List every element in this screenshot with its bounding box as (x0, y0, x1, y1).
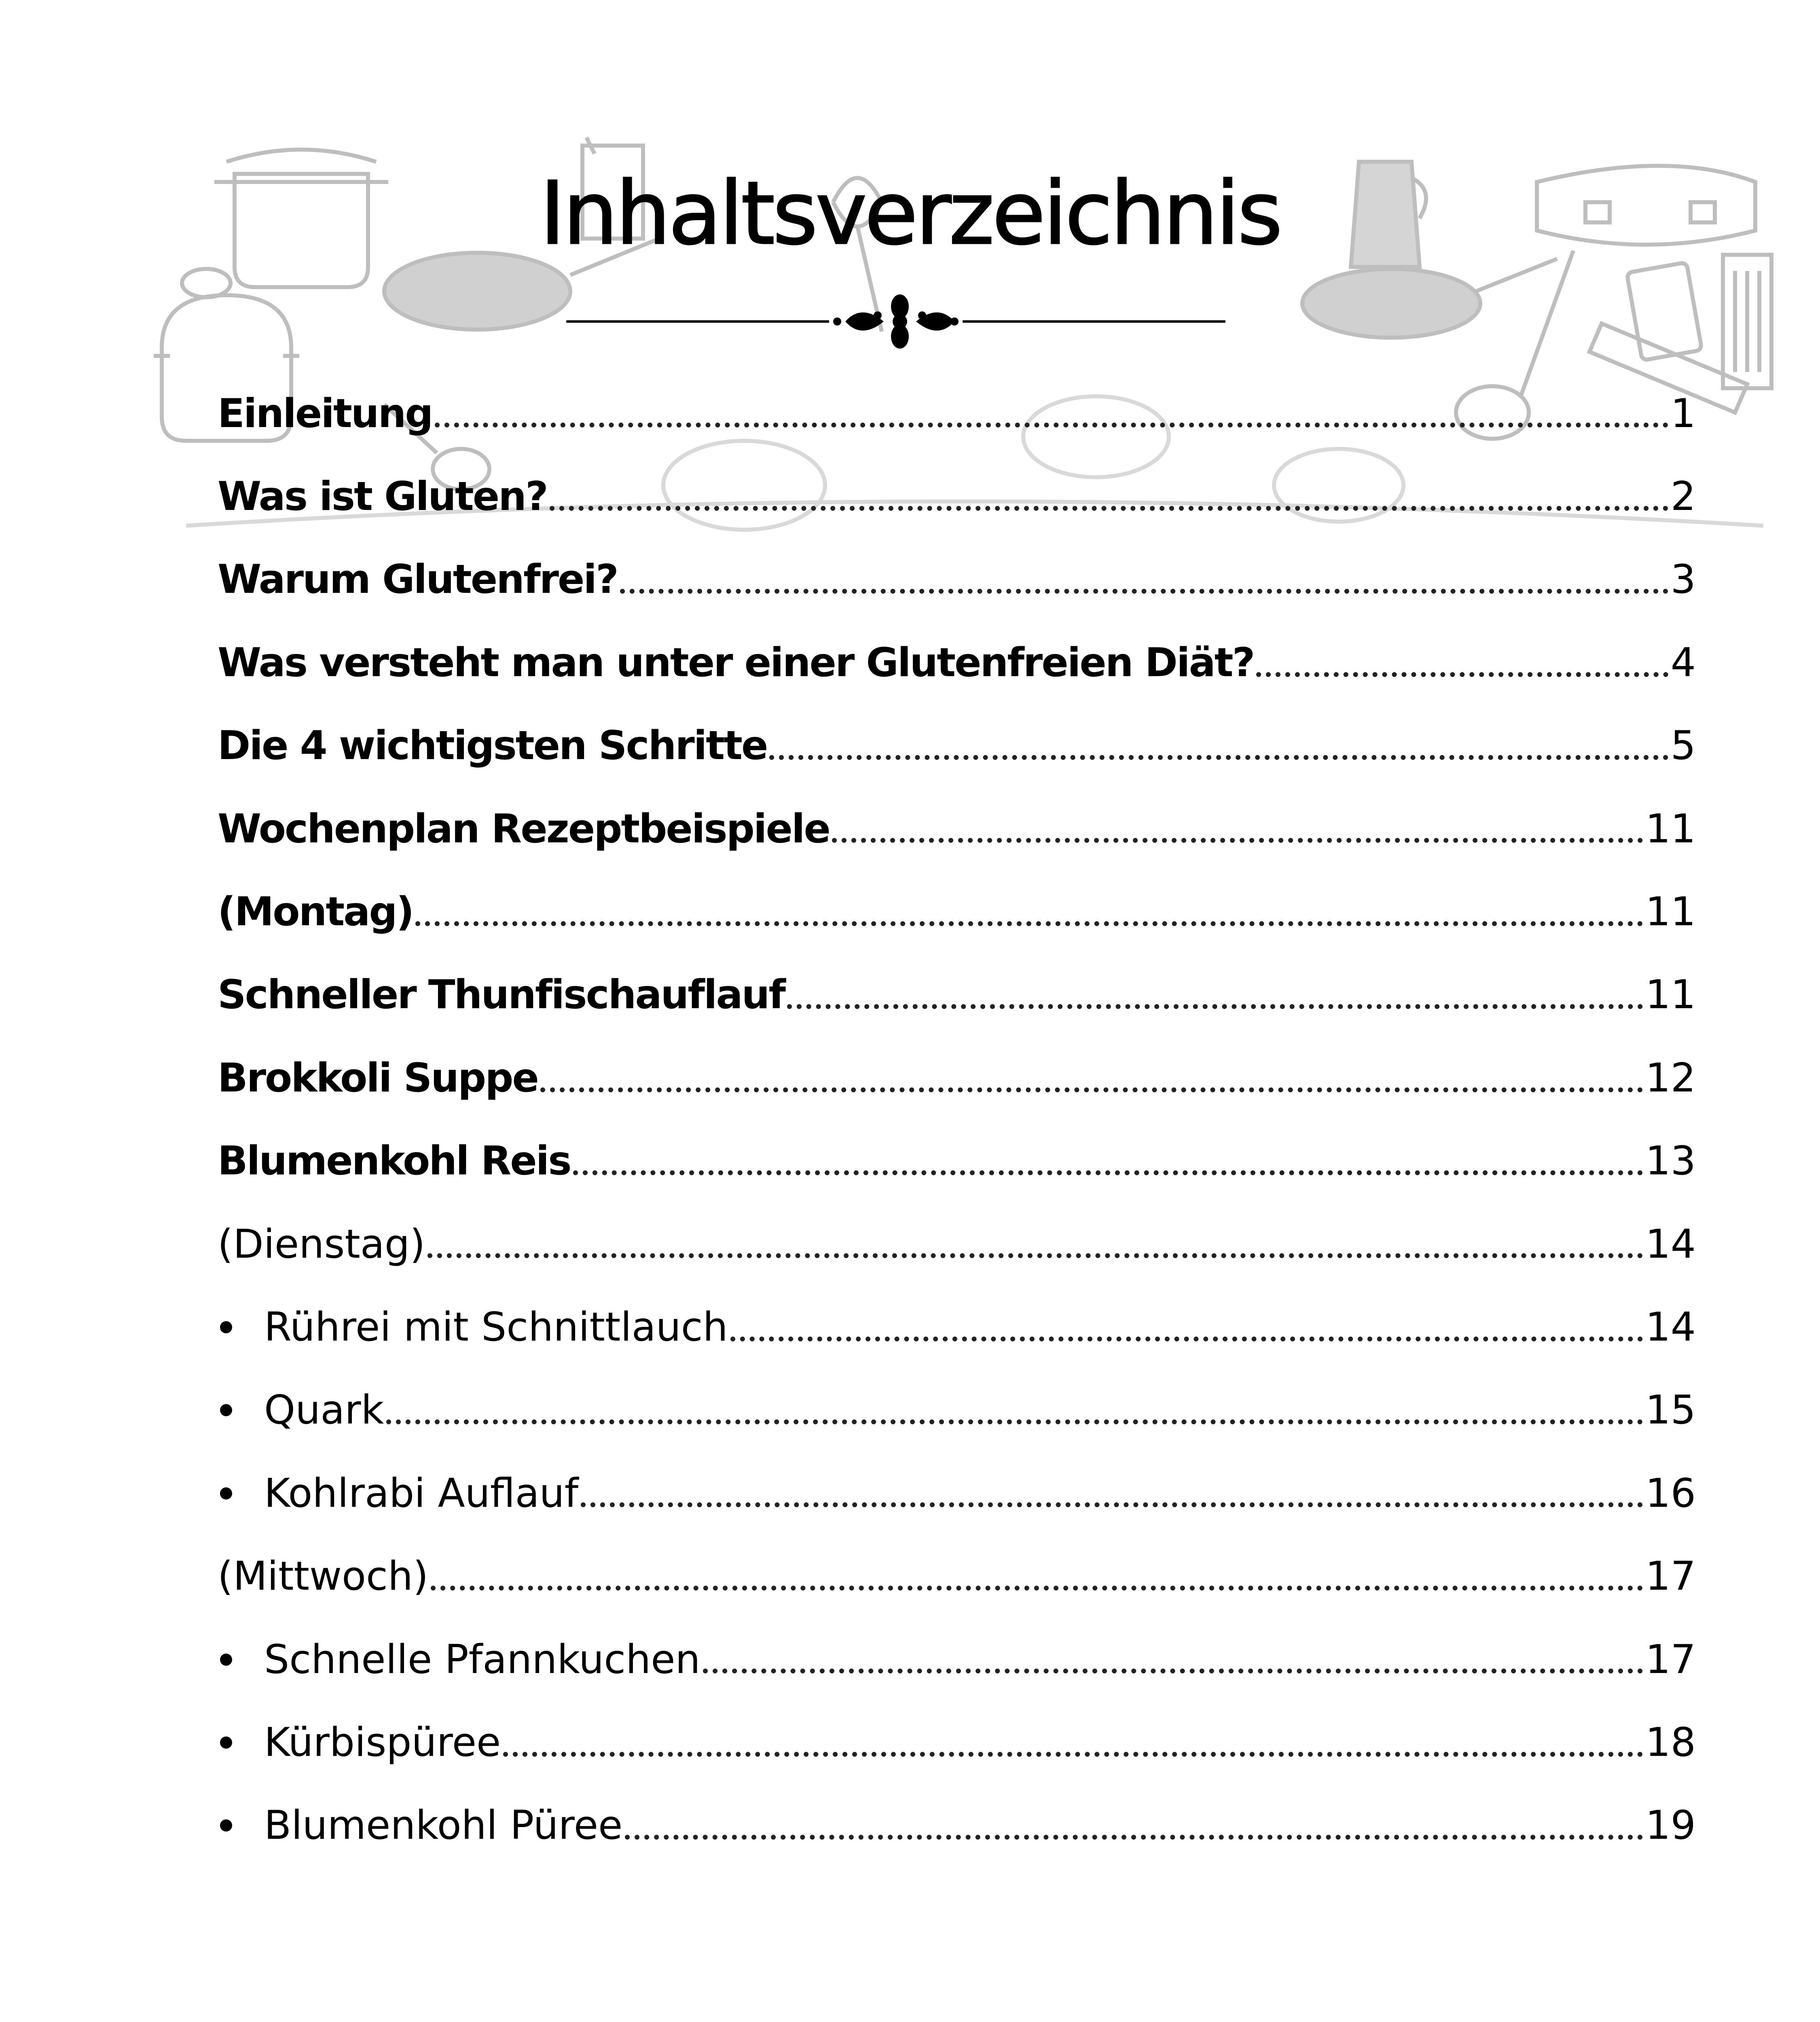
dot-leader (431, 1535, 1643, 1618)
dot-leader (730, 1286, 1643, 1368)
pan-icon (1302, 259, 1557, 338)
dot-leader (703, 1618, 1643, 1701)
toc-page-number: 14 (1645, 1304, 1696, 1350)
dot-leader (427, 1203, 1643, 1286)
toc-entry-label: Schneller Thunfischauflauf (218, 972, 785, 1018)
dot-leader (1256, 621, 1668, 704)
dot-leader (386, 1369, 1643, 1452)
toc-entry-label: Die 4 wichtigsten Schritte (218, 723, 767, 769)
toc-entry[interactable] (218, 1535, 1696, 1618)
bullet-icon (218, 1321, 264, 1333)
dot-leader (573, 1120, 1643, 1203)
toc-entry-label: Brokkoli Suppe (218, 1055, 538, 1101)
bullet-icon (218, 1819, 264, 1832)
toc-page-number: 3 (1670, 556, 1696, 603)
bullet-icon (218, 1487, 264, 1500)
grater-icon (1723, 255, 1771, 388)
toc-entry-label: (Mittwoch) (218, 1553, 429, 1600)
toc-entry-label: Blumenkohl Püree (264, 1802, 623, 1849)
bullet-icon (218, 1736, 264, 1749)
toc-entry[interactable] (218, 621, 1696, 704)
toc-entry[interactable] (218, 1203, 1696, 1286)
toc-page-number: 15 (1645, 1387, 1696, 1434)
toc-entry-label: Kohlrabi Auflauf (264, 1470, 579, 1516)
toc-entry[interactable] (218, 870, 1696, 953)
toc-page-number: 12 (1645, 1055, 1696, 1101)
dot-leader (832, 787, 1643, 870)
toc-entry[interactable] (218, 704, 1696, 787)
toc-page-number: 13 (1645, 1138, 1696, 1184)
toc-page-number: 11 (1645, 806, 1696, 852)
toc-entry-label: Wochenplan Rezeptbeispiele (218, 806, 830, 852)
dot-leader (769, 704, 1668, 787)
dot-leader (787, 954, 1643, 1036)
dot-leader (550, 455, 1668, 538)
dot-leader (540, 1036, 1643, 1119)
dot-leader (625, 1784, 1643, 1867)
toc-page-number: 18 (1645, 1719, 1696, 1766)
dot-leader (415, 870, 1643, 953)
toc-page-number: 5 (1670, 723, 1696, 769)
toc-entry[interactable] (218, 1120, 1696, 1203)
bullet-icon (218, 1404, 264, 1416)
toc-entry[interactable] (218, 1784, 1696, 1867)
toc-page-number: 11 (1645, 972, 1696, 1018)
ornament-divider-icon (566, 291, 1225, 352)
toc-entry[interactable] (218, 954, 1696, 1036)
toc-entry[interactable] (218, 787, 1696, 870)
toc-page-number: 16 (1645, 1470, 1696, 1516)
toc-page-number: 14 (1645, 1221, 1696, 1267)
toc-entry[interactable] (218, 1286, 1696, 1368)
toc-page-number: 17 (1645, 1636, 1696, 1683)
toc-entry-label: Einleitung (218, 390, 432, 437)
toc-entry[interactable] (218, 455, 1696, 538)
dot-leader (503, 1701, 1643, 1784)
toc-entry[interactable] (218, 538, 1696, 621)
toc-page-number: 2 (1670, 474, 1696, 520)
toc-entry-label: Quark (264, 1387, 384, 1434)
dot-leader (620, 538, 1668, 621)
toc-page-number: 17 (1645, 1553, 1696, 1600)
toc-entry[interactable] (218, 372, 1696, 455)
dot-leader (581, 1452, 1643, 1535)
toc-entry[interactable] (218, 1452, 1696, 1535)
toc-entry[interactable] (218, 1618, 1696, 1701)
toc-entry-label: Kürbispüree (264, 1719, 501, 1766)
toc-entry-label: Schnelle Pfannkuchen (264, 1636, 700, 1683)
table-of-contents (218, 372, 1696, 1867)
toc-entry[interactable] (218, 1036, 1696, 1119)
toc-entry-label: Warum Glutenfrei? (218, 556, 618, 603)
toc-page-number: 11 (1645, 889, 1696, 935)
page-title: Inhaltsverzeichnis (540, 163, 1280, 264)
toc-entry[interactable] (218, 1369, 1696, 1452)
toc-entry-label: (Dienstag) (218, 1221, 425, 1267)
calculator-icon (1627, 262, 1702, 361)
toc-page-number: 4 (1670, 639, 1696, 686)
toc-entry-label: Rührei mit Schnittlauch (264, 1304, 728, 1350)
toc-entry-label: Blumenkohl Reis (218, 1138, 571, 1184)
toc-page-number: 1 (1670, 390, 1696, 437)
toc-page-number: 19 (1645, 1802, 1696, 1849)
toc-entry-label: Was ist Gluten? (218, 474, 547, 520)
toc-entry-label: (Montag) (218, 889, 413, 935)
toc-entry[interactable] (218, 1701, 1696, 1784)
dot-leader (435, 372, 1668, 455)
toc-entry-label: Was versteht man unter einer Glutenfreien Diät? (218, 639, 1254, 686)
bullet-icon (218, 1654, 264, 1666)
